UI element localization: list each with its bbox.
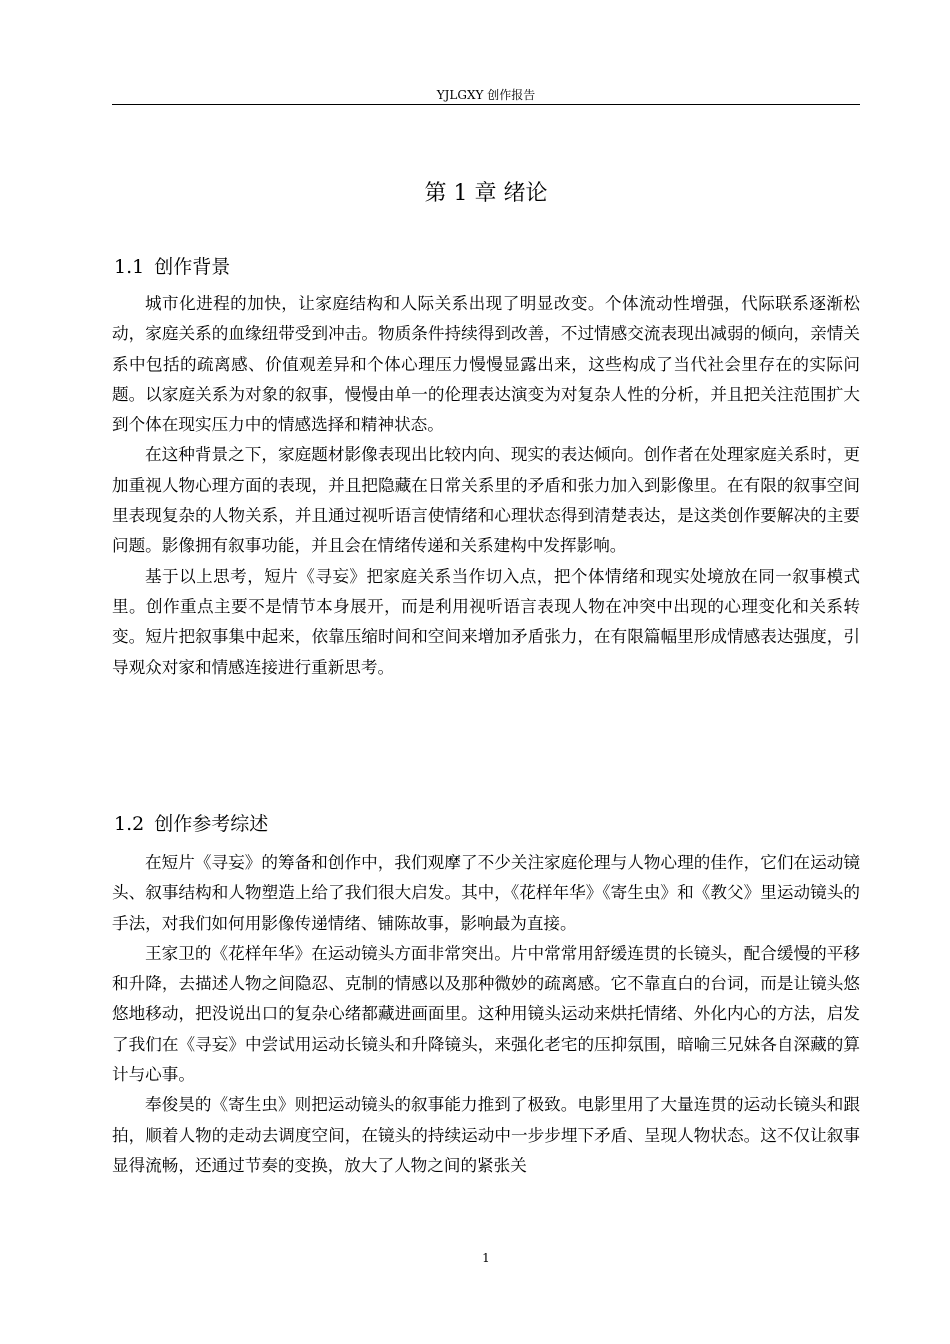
section-number: 1.2 (114, 813, 145, 835)
section-heading-1-1 (114, 252, 230, 282)
section-body-1-2 (112, 848, 860, 1181)
section-body-1-1 (112, 289, 860, 683)
paragraph: 城市化进程的加快，让家庭结构和人际关系出现了明显改变。个体流动性增强，代际联系逐渐松动，家庭关系的血缘纽带受到冲击。物质条件持续得到改善，不过情感交流表现出减弱的倾向，亲情关系中包括的疏离感、价值观差异和个体心理压力慢慢显露出来，这些构成了当代社会里存在的实际问题。以家庭关系为对象的叙事，慢慢由单一的伦理表达演变为对复杂人性的分析，并且把关注范围扩大到个体在现实压力中的情感选择和精神状态。 (112, 294, 860, 435)
section-number: 1.1 (114, 256, 145, 278)
paragraph: 在短片《寻妄》的筹备和创作中，我们观摩了不少关注家庭伦理与人物心理的佳作，它们在运动镜头、叙事结构和人物塑造上给了我们很大启发。其中，《花样年华》《寄生虫》和《教父》里运动镜头的手法，对我们如何用影像传递情绪、铺陈故事，影响最为直接。 (112, 853, 860, 933)
running-header: YJLGXY 创作报告 (436, 88, 536, 102)
paragraph: 在这种背景之下，家庭题材影像表现出比较内向、现实的表达倾向。创作者在处理家庭关系时，更加重视人物心理方面的表现，并且把隐藏在日常关系里的矛盾和张力加入到影像里。在有限的叙事空间里表现复杂的人物关系，并且通过视听语言使情绪和心理状态得到清楚表达，是这类创作要解决的主要问题。影像拥有叙事功能，并且会在情绪传递和关系建构中发挥影响。 (112, 445, 860, 556)
section-title: 创作背景 (154, 256, 231, 278)
section-heading-1-2 (114, 809, 268, 839)
header-rule (112, 104, 860, 105)
section-title: 创作参考综述 (154, 813, 269, 835)
page-number: 1 (482, 1251, 490, 1265)
paragraph: 奉俊昊的《寄生虫》则把运动镜头的叙事能力推到了极致。电影里用了大量连贯的运动长镜头和跟拍，顺着人物的走动去调度空间，在镜头的持续运动中一步步埋下矛盾、呈现人物状态。这不仅让叙事显得流畅，还通过节奏的变换，放大了人物之间的紧张关 (112, 1095, 860, 1175)
paragraph: 基于以上思考，短片《寻妄》把家庭关系当作切入点，把个体情绪和现实处境放在同一叙事模式里。创作重点主要不是情节本身展开，而是利用视听语言表现人物在冲突中出现的心理变化和关系转变。短片把叙事集中起来，依靠压缩时间和空间来增加矛盾张力，在有限篇幅里形成情感表达强度，引导观众对家和情感连接进行重新思考。 (112, 566, 860, 677)
chapter-title: 第 1 章 绪论 (424, 181, 548, 206)
paragraph: 王家卫的《花样年华》在运动镜头方面非常突出。片中常常用舒缓连贯的长镜头，配合缓慢的平移和升降，去描述人物之间隐忍、克制的情感以及那种微妙的疏离感。它不靠直白的台词，而是让镜头悠悠地移动，把没说出口的复杂心绪都藏进画面里。这种用镜头运动来烘托情绪、外化内心的方法，启发了我们在《寻妄》中尝试用运动长镜头和升降镜头，来强化老宅的压抑氛围，暗喻三兄妹各自深藏的算计与心事。 (112, 943, 860, 1085)
